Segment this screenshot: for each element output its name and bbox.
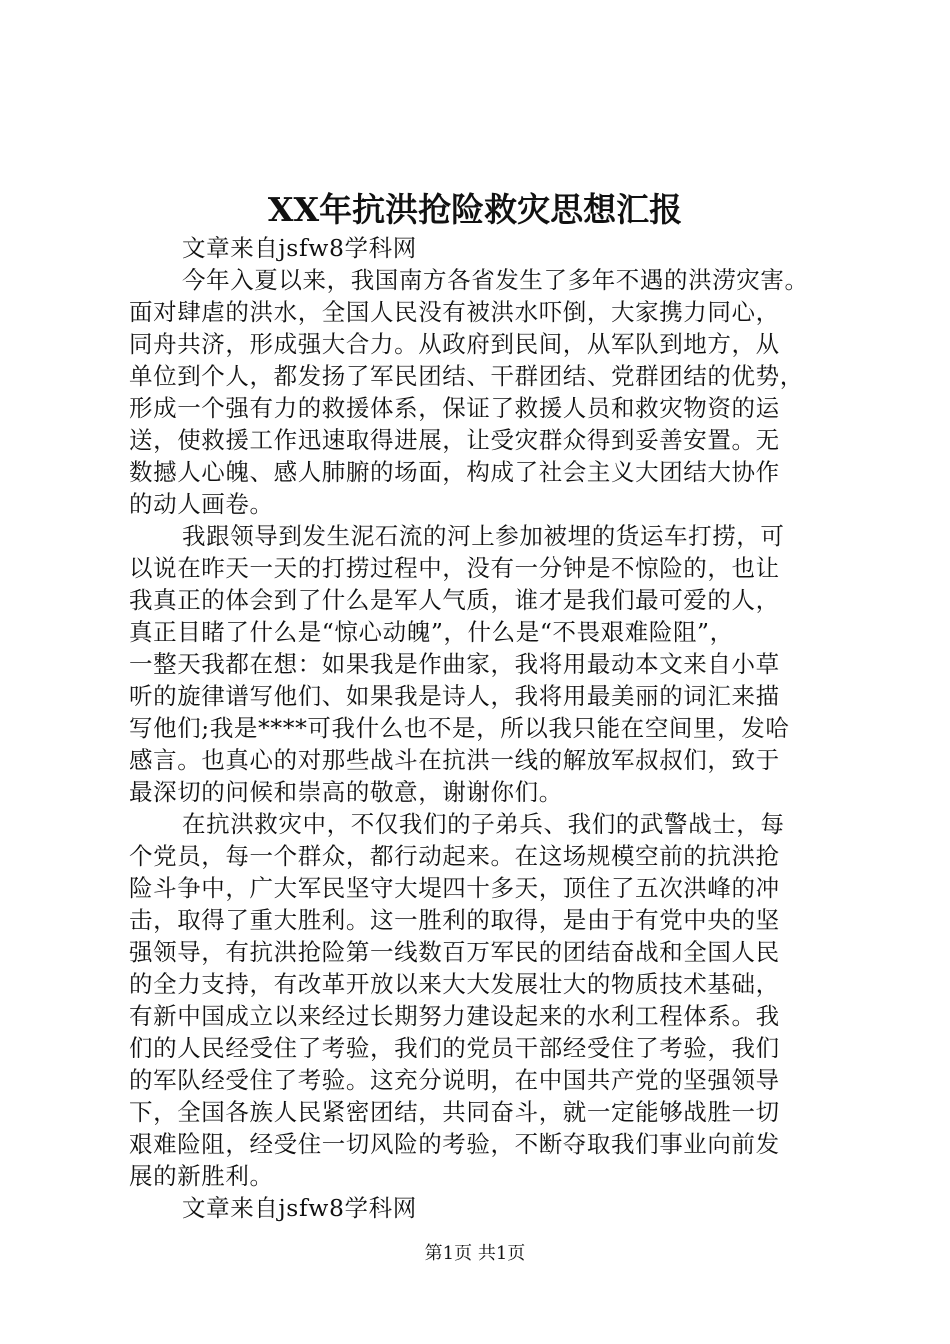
paragraph-1-line: 数撼人心魄、感人肺腑的场面，构成了社会主义大团结大协作 — [129, 458, 780, 486]
paragraph-3-line: 个党员，每一个群众，都行动起来。在这场规模空前的抗洪抢 — [129, 842, 780, 870]
paragraph-3-line: 有新中国成立以来经过长期努力建设起来的水利工程体系。我 — [129, 1002, 780, 1030]
paragraph-2-line: 最深切的问候和崇高的敬意，谢谢你们。 — [129, 778, 563, 806]
document-body — [129, 232, 851, 1224]
paragraph-1-line: 形成一个强有力的救援体系，保证了救援人员和救灾物资的运 — [129, 394, 780, 422]
paragraph-1-line: 单位到个人，都发扬了军民团结、干群团结、党群团结的优势， — [129, 362, 804, 390]
paragraph-1-line: 今年入夏以来，我国南方各省发生了多年不遇的洪涝灾害。 — [182, 266, 809, 294]
paragraph-3-line: 下，全国各族人民紧密团结，共同奋斗，就一定能够战胜一切 — [129, 1098, 780, 1126]
source-line-top: 文章来自jsfw8学科网 — [182, 234, 417, 262]
paragraph-3-line: 强领导，有抗洪抢险第一线数百万军民的团结奋战和全国人民 — [129, 938, 780, 966]
paragraph-3-line: 在抗洪救灾中，不仅我们的子弟兵、我们的武警战士，每 — [182, 810, 785, 838]
paragraph-2 — [129, 520, 851, 808]
paragraph-2-line: 写他们;我是****可我什么也不是，所以我只能在空间里，发哈 — [129, 714, 790, 742]
paragraph-2-line: 感言。也真心的对那些战斗在抗洪一线的解放军叔叔们，致于 — [129, 746, 780, 774]
paragraph-1 — [129, 264, 851, 520]
paragraph-3-line: 击，取得了重大胜利。这一胜利的取得，是由于有党中央的坚 — [129, 906, 780, 934]
paragraph-3-line: 们的人民经受住了考验，我们的党员干部经受住了考验，我们 — [129, 1034, 780, 1062]
paragraph-3-line: 的全力支持，有改革开放以来大大发展壮大的物质技术基础， — [129, 970, 780, 998]
paragraph-3-line: 艰难险阻，经受住一切风险的考验，不断夺取我们事业向前发 — [129, 1130, 780, 1158]
paragraph-1-line: 同舟共济，形成强大合力。从政府到民间，从军队到地方，从 — [129, 330, 780, 358]
paragraph-2-line: 一整天我都在想：如果我是作曲家，我将用最动本文来自小草 — [129, 650, 780, 678]
paragraph-1-line: 送，使救援工作迅速取得进展，让受灾群众得到妥善安置。无 — [129, 426, 780, 454]
paragraph-3-line: 险斗争中，广大军民坚守大堤四十多天，顶住了五次洪峰的冲 — [129, 874, 780, 902]
paragraph-2-line: 听的旋律谱写他们、如果我是诗人，我将用最美丽的词汇来描 — [129, 682, 780, 710]
page-number-footer: 第1页 共1页 — [424, 1243, 526, 1264]
document-title: XX年抗洪抢险救灾思想汇报 — [267, 190, 683, 229]
source-line-bottom: 文章来自jsfw8学科网 — [182, 1194, 417, 1222]
paragraph-2-line: 我跟领导到发生泥石流的河上参加被埋的货运车打捞，可 — [182, 522, 785, 550]
paragraph-3 — [129, 808, 851, 1192]
paragraph-1-line: 面对肆虐的洪水，全国人民没有被洪水吓倒，大家携力同心， — [129, 298, 780, 326]
paragraph-3-line: 展的新胜利。 — [129, 1162, 274, 1190]
paragraph-2-line: 以说在昨天一天的打捞过程中，没有一分钟是不惊险的，也让 — [129, 554, 780, 582]
paragraph-2-line: 真正目睹了什么是“惊心动魄”，什么是“不畏艰难险阻”， — [129, 618, 734, 646]
paragraph-1-line: 的动人画卷。 — [129, 490, 274, 518]
paragraph-3-line: 的军队经受住了考验。这充分说明，在中国共产党的坚强领导 — [129, 1066, 780, 1094]
paragraph-2-line: 我真正的体会到了什么是军人气质，谁才是我们最可爱的人， — [129, 586, 780, 614]
